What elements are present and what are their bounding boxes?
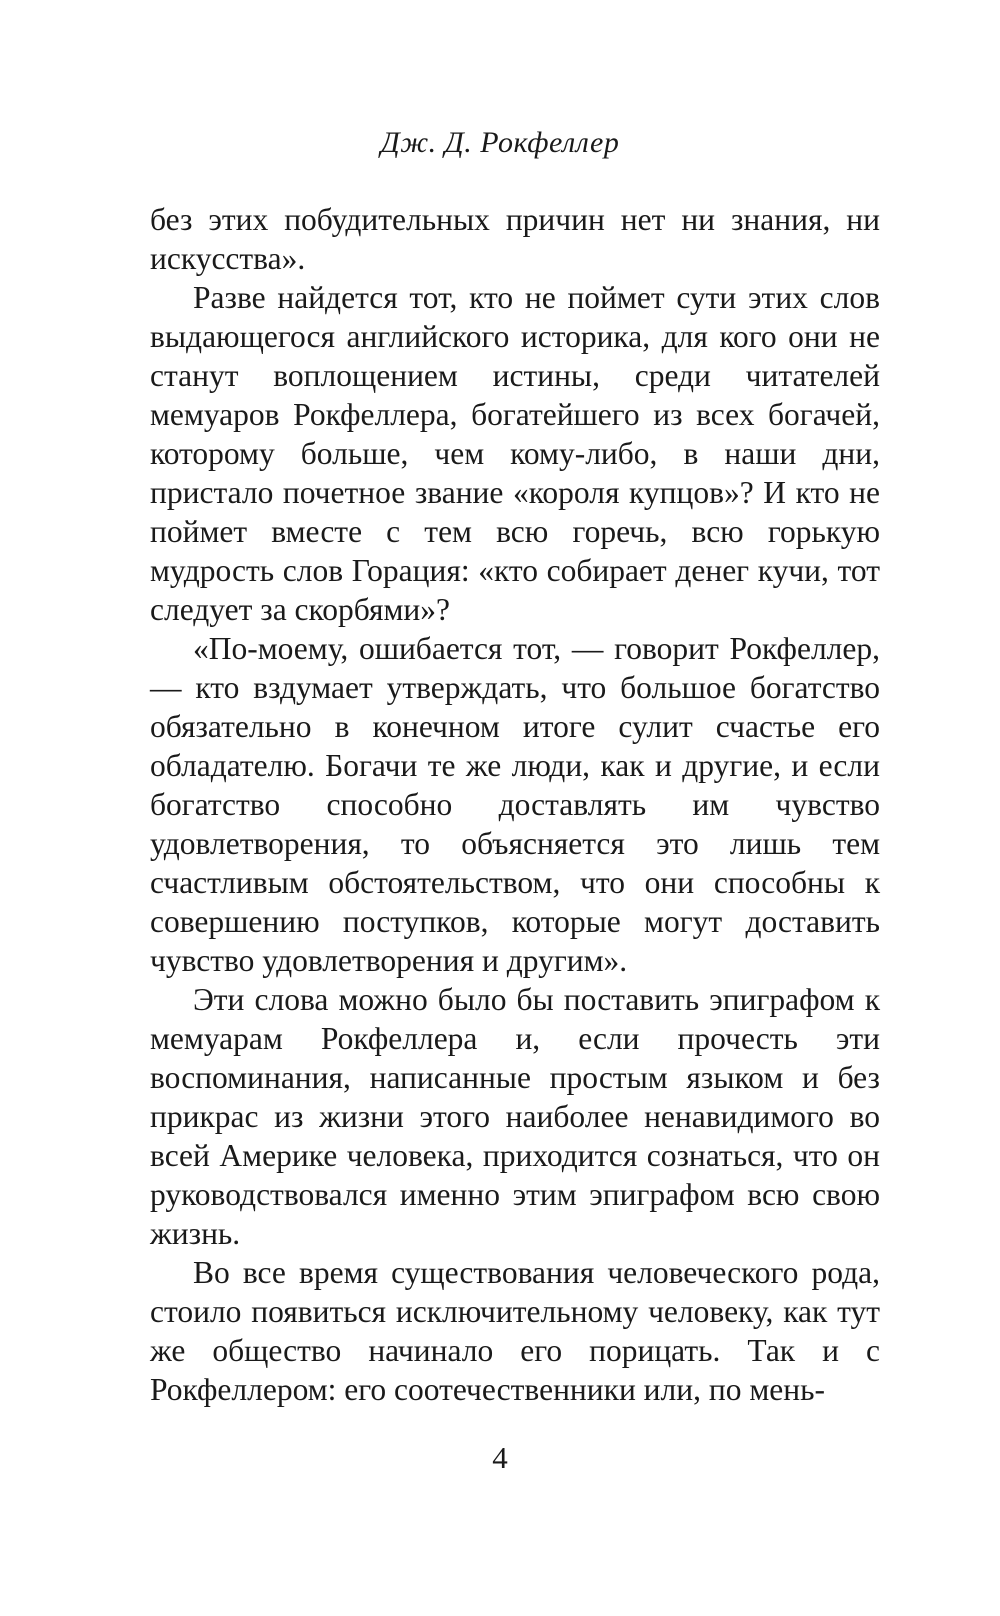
paragraph-3: «По-моему, ошибается тот, — говорит Рокфеллер, — кто вздумает утверждать, что большое богатство обязательно в конечном итоге сулит счастье его обладателю. Богачи те же люди, как и другие, и если богатство способно доставлять им чувство удовлетворения, то объясняется это лишь тем счастливым обстоятельством, что они способны к совершению поступков, которые могут доставить чувство удовлетворения и другим». (150, 631, 880, 978)
page-number: 4 (492, 1440, 508, 1475)
paragraph-4: Эти слова можно было бы поставить эпиграфом к мемуарам Рокфеллера и, если прочесть эти воспоминания, написанные простым языком и без прикрас из жизни этого наиболее ненавидимого во всей Америке человека, приходится сознаться, что он руководствовался именно этим эпиграфом всю свою жизнь. (150, 982, 880, 1251)
paragraph-1: без этих побудительных причин нет ни знания, ни искусства». (150, 202, 880, 276)
body-text (150, 200, 880, 1409)
paragraph-5: Во все время существования человеческого рода, стоило появиться исключительному человеку, как тут же общество начинало его порицать. Так и с Рокфеллером: его соотечественники или, по мень- (150, 1255, 880, 1407)
running-head: Дж. Д. Рокфеллер (380, 126, 620, 159)
paragraph-2: Разве найдется тот, кто не поймет сути этих слов выдающегося английского историка, для кого они не станут воплощением истины, среди читателей мемуаров Рокфеллера, богатейшего из всех богачей, которому больше, чем кому-либо, в наши дни, пристало почетное звание «короля купцов»? И кто не поймет вместе с тем всю горечь, всю горькую мудрость слов Горация: «кто собирает денег кучи, тот следует за скорбями»? (150, 280, 880, 627)
